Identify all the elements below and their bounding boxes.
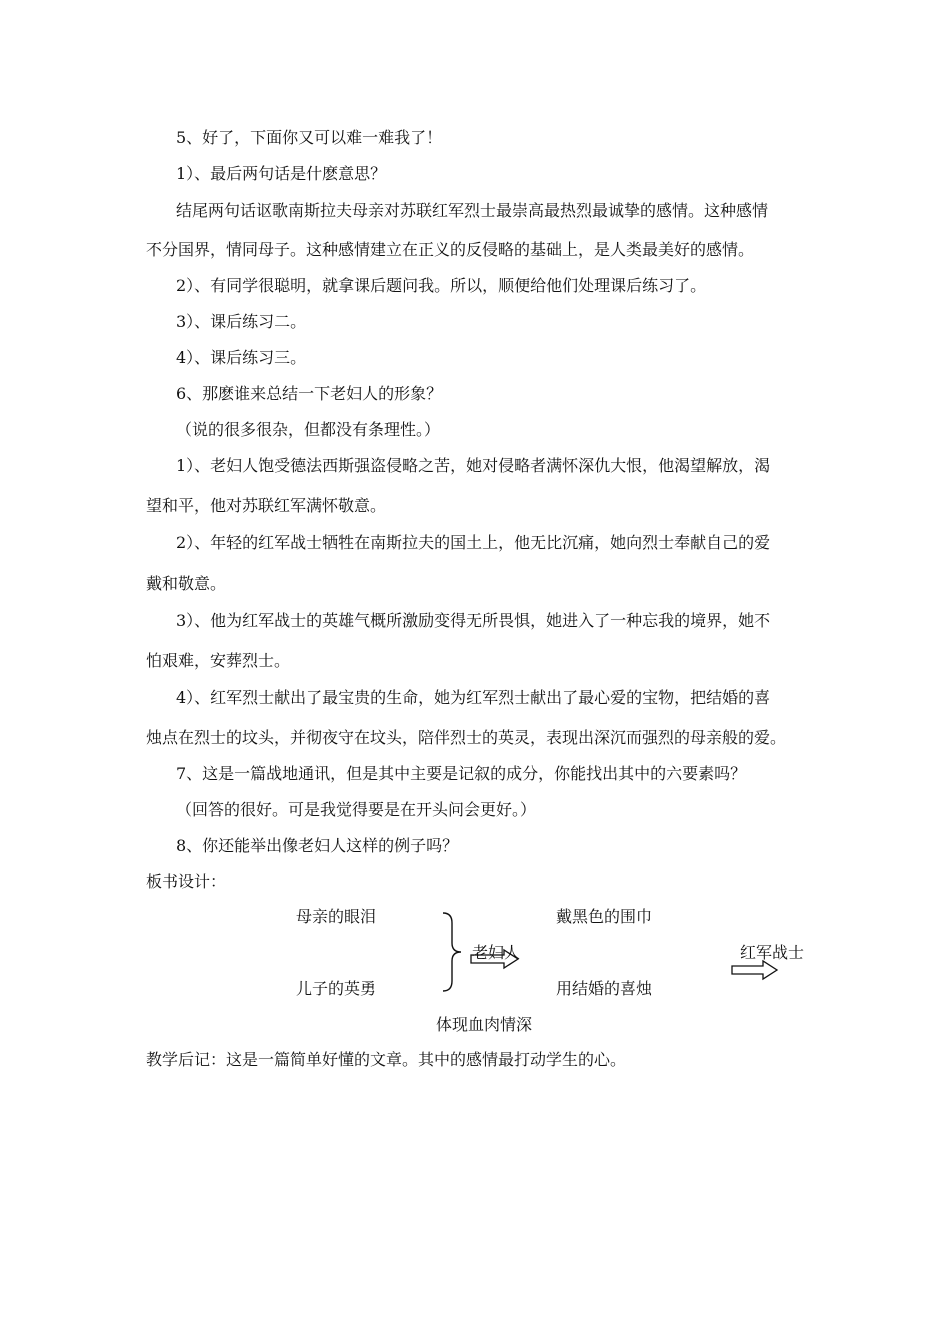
subquestion-4: 4）、课后练习三。 bbox=[176, 348, 307, 367]
right-brace-icon bbox=[440, 911, 464, 993]
point-2-line: 2）、年轻的红军战士牺牲在南斯拉夫的国土上，他无比沉痛，她向烈士奉献自己的爱 bbox=[176, 533, 771, 552]
diagram-left-top: 母亲的眼泪 bbox=[296, 907, 377, 926]
blackboard-design-heading: 板书设计： bbox=[146, 872, 227, 891]
question-8: 8、你还能举出像老妇人这样的例子吗？ bbox=[176, 836, 459, 855]
diagram-center: 老妇人 bbox=[472, 943, 521, 962]
subquestion-3: 3）、课后练习二。 bbox=[176, 312, 307, 331]
diagram-bottom: 体现血肉情深 bbox=[436, 1015, 533, 1034]
postscript: 教学后记：这是一篇简单好懂的文章。其中的感情最打动学生的心。 bbox=[146, 1050, 627, 1069]
subquestion-1: 1）、最后两句话是什麽意思？ bbox=[176, 164, 387, 183]
arrow-right-icon bbox=[470, 949, 520, 969]
answer-paragraph-line: 不分国界，情同母子。这种感情建立在正义的反侵略的基础上，是人类最美好的感情。 bbox=[146, 240, 755, 259]
answer-paragraph-line: 结尾两句话讴歌南斯拉夫母亲对苏联红军烈士最崇高最热烈最诚挚的感情。这种感情 bbox=[176, 201, 769, 220]
question-6: 6、那麽谁来总结一下老妇人的形象？ bbox=[176, 384, 443, 403]
diagram-left-bottom: 儿子的英勇 bbox=[296, 979, 377, 998]
arrow-right-icon bbox=[731, 960, 779, 980]
point-3-line: 怕艰难，安葬烈士。 bbox=[146, 651, 291, 670]
point-1-line: 1）、老妇人饱受德法西斯强盗侵略之苦，她对侵略者满怀深仇大恨，他渴望解放，渴 bbox=[176, 456, 771, 475]
diagram-right-top: 戴黑色的围巾 bbox=[556, 907, 653, 926]
note-line: （说的很多很杂，但都没有条理性。） bbox=[176, 420, 441, 439]
question-7: 7、这是一篇战地通讯，但是其中主要是记叙的成分，你能找出其中的六要素吗？ bbox=[176, 764, 747, 783]
point-1-line: 望和平，他对苏联红军满怀敬意。 bbox=[146, 496, 387, 515]
diagram-far-right: 红军战士 bbox=[740, 943, 805, 962]
question-5: 5、好了，下面你又可以难一难我了！ bbox=[176, 128, 443, 147]
point-4-line: 4）、红军烈士献出了最宝贵的生命，她为红军烈士献出了最心爱的宝物，把结婚的喜 bbox=[176, 688, 771, 707]
note-line: （回答的很好。可是我觉得要是在开头问会更好。） bbox=[176, 800, 537, 819]
subquestion-2: 2）、有同学很聪明，就拿课后题问我。所以，顺便给他们处理课后练习了。 bbox=[176, 276, 707, 295]
point-4-line: 烛点在烈士的坟头，并彻夜守在坟头，陪伴烈士的英灵，表现出深沉而强烈的母亲般的爱。 bbox=[146, 728, 787, 747]
diagram-right-bottom: 用结婚的喜烛 bbox=[556, 979, 653, 998]
point-2-line: 戴和敬意。 bbox=[146, 574, 227, 593]
point-3-line: 3）、他为红军战士的英雄气概所激励变得无所畏惧，她进入了一种忘我的境界，她不 bbox=[176, 611, 771, 630]
